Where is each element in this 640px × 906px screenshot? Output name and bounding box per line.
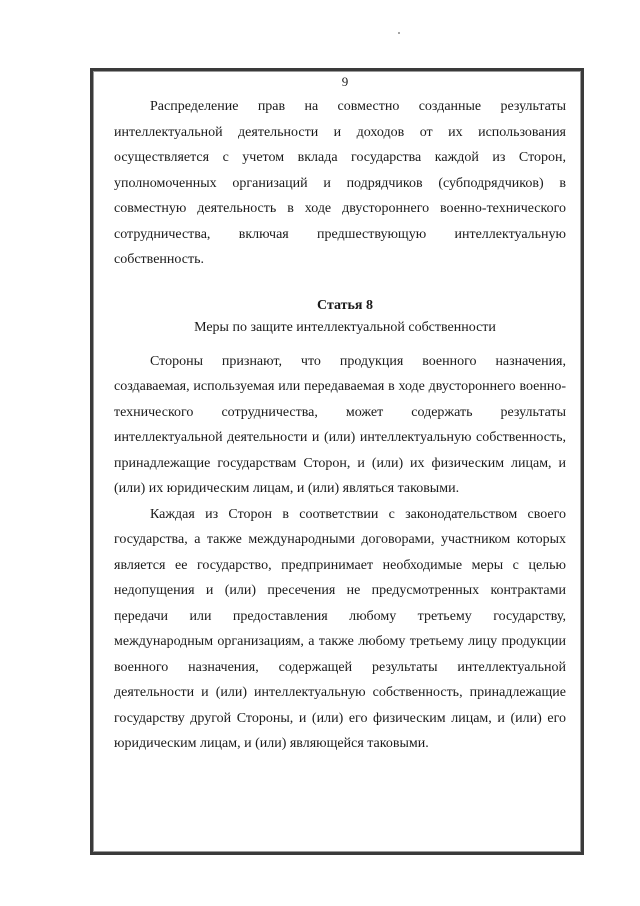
paragraph-rights-distribution: Распределение прав на совместно созданные результаты интеллектуальной деятельности и доходов от их использования осуществляется с учетом вклада государства каждой из Сторон, уполномоченных организаций и подрядчиков (субподрядчиков) в совместную деятельность в ходе двустороннего военно-технического сотрудничества, включая предшествующую интеллектуальную собственность. xyxy=(114,99,566,267)
paragraph-protective-measures: Каждая из Сторон в соответствии с законодательством своего государства, а также международными договорами, участником которых является ее государство, предпринимает необходимые меры с целью недопущения и (или) пресечения не предусмотренных контрактами передачи или предоставления любому третьему государству, международным организациям, а также любому третьему лицу продукции военного назначения, содержащей результаты интеллектуальной деятельности и (или) интеллектуальную собственность, принадлежащие государству другой Стороны, и (или) его физическим лицам, и (или) его юридическим лицам, и (или) являющейся таковыми. xyxy=(114,506,566,751)
scan-speck xyxy=(398,32,400,34)
paragraph-parties-recognize: Стороны признают, что продукция военного назначения, создаваемая, используемая или передаваемая в ходе двустороннего военно-технического сотрудничества, может содержать результаты интеллектуальной деятельности и (или) интеллектуальную собственность, принадлежащие государствам Сторон, и (или) их физическим лицам, и (или) их юридическим лицам, и (или) являться таковыми. xyxy=(114,353,566,496)
article-subtitle: Меры по защите интеллектуальной собственности xyxy=(194,319,496,335)
article-title: Статья 8 xyxy=(317,297,373,313)
document-content xyxy=(114,72,566,757)
page-number: 9 xyxy=(341,74,349,89)
